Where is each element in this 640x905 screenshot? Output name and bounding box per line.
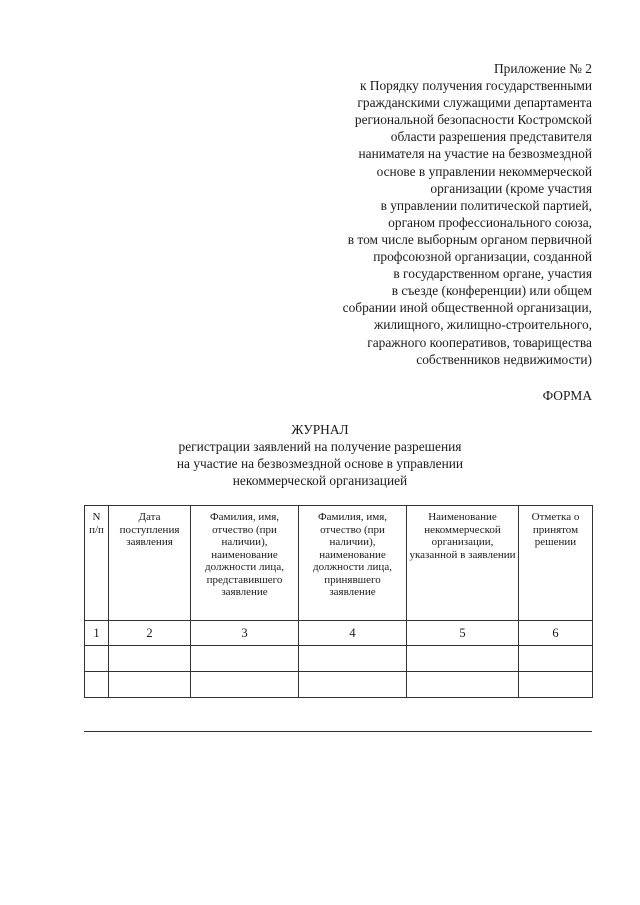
appendix-line: области разрешения представителя bbox=[390, 129, 592, 145]
appendix-block bbox=[262, 60, 592, 368]
column-number: 5 bbox=[407, 621, 519, 646]
empty-cell bbox=[85, 646, 109, 672]
appendix-line: собственников недвижимости) bbox=[416, 351, 592, 367]
empty-cell bbox=[407, 646, 519, 672]
empty-cell bbox=[191, 646, 299, 672]
registration-journal-table bbox=[84, 505, 593, 698]
header-decision: Отметка о принятом решении bbox=[519, 506, 593, 621]
column-number: 4 bbox=[299, 621, 407, 646]
table-row bbox=[85, 672, 593, 698]
column-number: 6 bbox=[519, 621, 593, 646]
appendix-line: к Порядку получения государственными bbox=[359, 78, 592, 94]
appendix-line: региональной безопасности Костромской bbox=[354, 112, 592, 128]
column-number: 2 bbox=[109, 621, 191, 646]
appendix-line: Приложение № 2 bbox=[493, 61, 592, 76]
appendix-line: гаражного кооперативов, товарищества bbox=[367, 334, 592, 350]
empty-cell bbox=[85, 672, 109, 698]
empty-cell bbox=[519, 646, 593, 672]
empty-cell bbox=[191, 672, 299, 698]
appendix-line: собрании иной общественной организации, bbox=[342, 300, 592, 316]
empty-cell bbox=[109, 672, 191, 698]
empty-cell bbox=[299, 672, 407, 698]
appendix-line: профсоюзной организации, созданной bbox=[373, 249, 592, 265]
empty-cell bbox=[109, 646, 191, 672]
appendix-line: в государственном органе, участия bbox=[393, 266, 592, 282]
journal-subtitle-line: регистрации заявлений на получение разрешения bbox=[178, 439, 462, 454]
header-date-received: Дата поступления заявления bbox=[109, 506, 191, 621]
appendix-line: организации (кроме участия bbox=[430, 180, 592, 196]
form-label: ФОРМА bbox=[542, 388, 592, 403]
appendix-line: в съезде (конференции) или общем bbox=[391, 283, 592, 299]
appendix-line: в управлении политической партией, bbox=[380, 197, 592, 213]
header-receiver: Фамилия, имя, отчество (при наличии), наименование должности лица, принявшего заявление bbox=[299, 506, 407, 621]
table-header-row bbox=[85, 506, 593, 621]
appendix-line: нанимателя на участие на безвозмездной bbox=[358, 146, 592, 162]
header-number: N п/п bbox=[85, 506, 109, 621]
journal-heading bbox=[0, 421, 640, 489]
table-row bbox=[85, 646, 593, 672]
journal-subtitle-line: некоммерческой организацией bbox=[232, 473, 408, 488]
column-number: 1 bbox=[85, 621, 109, 646]
empty-cell bbox=[519, 672, 593, 698]
appendix-line: жилищного, жилищно-строительного, bbox=[373, 317, 592, 333]
journal-subtitle-line: на участие на безвозмездной основе в управлении bbox=[176, 456, 464, 471]
appendix-line: органом профессионального союза, bbox=[388, 214, 592, 230]
empty-cell bbox=[407, 672, 519, 698]
bottom-divider bbox=[84, 731, 592, 732]
journal-title: ЖУРНАЛ bbox=[291, 422, 349, 437]
column-number: 3 bbox=[191, 621, 299, 646]
appendix-line: основе в управлении некоммерческой bbox=[376, 163, 592, 179]
header-submitter: Фамилия, имя, отчество (при наличии), наименование должности лица, представившего заявление bbox=[191, 506, 299, 621]
header-organization: Наименование некоммерческой организации, указанной в заявлении bbox=[407, 506, 519, 621]
column-number-row bbox=[85, 621, 593, 646]
empty-cell bbox=[299, 646, 407, 672]
appendix-line: гражданскими служащими департамента bbox=[357, 95, 592, 111]
appendix-line: в том числе выборным органом первичной bbox=[347, 231, 592, 247]
